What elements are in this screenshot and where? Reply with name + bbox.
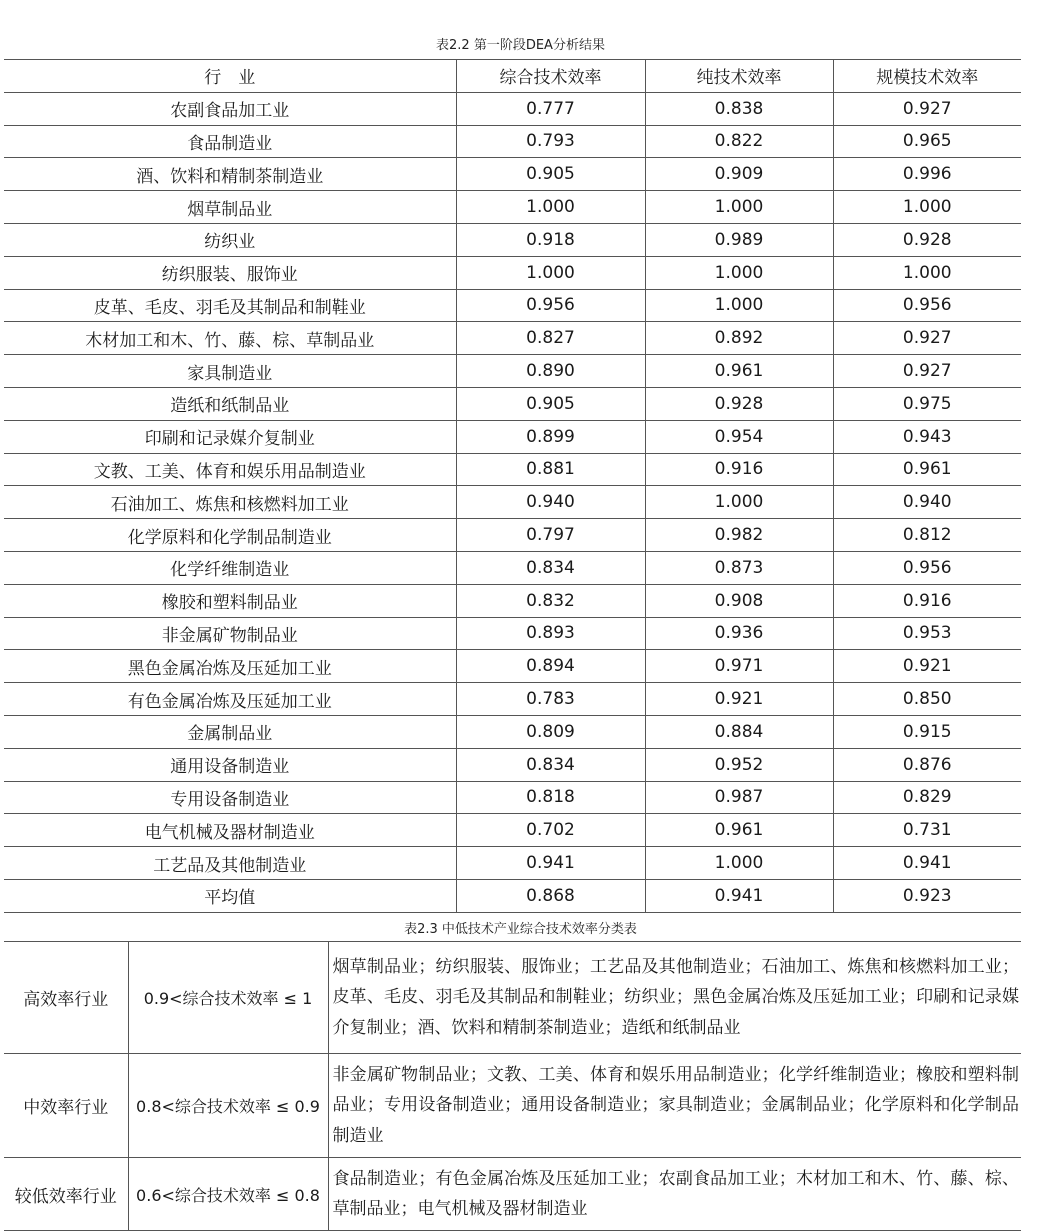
scale-efficiency-cell: 0.812 xyxy=(833,519,1021,552)
table-2-2-caption: 表2.2 第一阶段DEA分析结果 xyxy=(436,38,605,53)
table-row xyxy=(4,519,1021,552)
category-cell: 较低效率行业 xyxy=(4,1158,128,1231)
scale-efficiency-cell: 0.953 xyxy=(833,617,1021,650)
overall-efficiency-cell: 1.000 xyxy=(456,256,645,289)
dea-results-body xyxy=(4,92,1021,912)
pure-technical-efficiency-cell: 1.000 xyxy=(645,486,833,519)
overall-efficiency-cell: 0.793 xyxy=(456,125,645,158)
category-cell: 中效率行业 xyxy=(4,1054,128,1158)
scale-efficiency-cell: 0.975 xyxy=(833,387,1021,420)
table-row xyxy=(4,289,1021,322)
pure-technical-efficiency-cell: 0.936 xyxy=(645,617,833,650)
dea-results-table xyxy=(4,59,1021,913)
scale-efficiency-cell: 0.850 xyxy=(833,683,1021,716)
overall-efficiency-cell: 0.905 xyxy=(456,387,645,420)
industry-cell: 专用设备制造业 xyxy=(4,781,456,814)
overall-efficiency-cell: 0.918 xyxy=(456,223,645,256)
industry-cell: 通用设备制造业 xyxy=(4,748,456,781)
overall-efficiency-cell: 0.881 xyxy=(456,453,645,486)
scale-efficiency-cell: 0.915 xyxy=(833,715,1021,748)
overall-efficiency-cell: 0.868 xyxy=(456,879,645,912)
table-row xyxy=(4,683,1021,716)
pure-technical-efficiency-cell: 1.000 xyxy=(645,289,833,322)
pure-technical-efficiency-cell: 0.941 xyxy=(645,879,833,912)
header-scale-efficiency: 规模技术效率 xyxy=(833,60,1021,93)
industry-cell: 化学纤维制造业 xyxy=(4,551,456,584)
table-row xyxy=(4,650,1021,683)
scale-efficiency-cell: 0.943 xyxy=(833,420,1021,453)
table-header-row xyxy=(4,60,1021,93)
classification-body xyxy=(4,942,1021,1231)
industry-cell: 文教、工美、体育和娱乐用品制造业 xyxy=(4,453,456,486)
overall-efficiency-cell: 0.702 xyxy=(456,814,645,847)
industry-cell: 酒、饮料和精制茶制造业 xyxy=(4,158,456,191)
pure-technical-efficiency-cell: 0.952 xyxy=(645,748,833,781)
scale-efficiency-cell: 0.956 xyxy=(833,551,1021,584)
industry-cell: 纺织业 xyxy=(4,223,456,256)
table-row xyxy=(4,191,1021,224)
header-overall-efficiency: 综合技术效率 xyxy=(456,60,645,93)
overall-efficiency-cell: 0.834 xyxy=(456,748,645,781)
table-row xyxy=(4,355,1021,388)
industry-cell: 纺织服装、服饰业 xyxy=(4,256,456,289)
scale-efficiency-cell: 0.916 xyxy=(833,584,1021,617)
pure-technical-efficiency-cell: 0.954 xyxy=(645,420,833,453)
overall-efficiency-cell: 0.890 xyxy=(456,355,645,388)
range-cell: 0.6<综合技术效率 ≤ 0.8 xyxy=(128,1158,328,1231)
pure-technical-efficiency-cell: 0.971 xyxy=(645,650,833,683)
overall-efficiency-cell: 1.000 xyxy=(456,191,645,224)
overall-efficiency-cell: 0.809 xyxy=(456,715,645,748)
industry-cell: 化学原料和化学制品制造业 xyxy=(4,519,456,552)
table-row xyxy=(4,420,1021,453)
efficiency-classification-table xyxy=(4,941,1021,1231)
scale-efficiency-cell: 0.927 xyxy=(833,322,1021,355)
industry-cell: 平均值 xyxy=(4,879,456,912)
industry-cell: 金属制品业 xyxy=(4,715,456,748)
overall-efficiency-cell: 0.827 xyxy=(456,322,645,355)
industry-cell: 石油加工、炼焦和核燃料加工业 xyxy=(4,486,456,519)
scale-efficiency-cell: 0.923 xyxy=(833,879,1021,912)
category-cell: 高效率行业 xyxy=(4,942,128,1054)
industry-cell: 电气机械及器材制造业 xyxy=(4,814,456,847)
overall-efficiency-cell: 0.905 xyxy=(456,158,645,191)
pure-technical-efficiency-cell: 0.989 xyxy=(645,223,833,256)
table-row xyxy=(4,125,1021,158)
scale-efficiency-cell: 0.876 xyxy=(833,748,1021,781)
table-row xyxy=(4,256,1021,289)
scale-efficiency-cell: 0.927 xyxy=(833,355,1021,388)
pure-technical-efficiency-cell: 0.884 xyxy=(645,715,833,748)
industry-cell: 黑色金属冶炼及压延加工业 xyxy=(4,650,456,683)
pure-technical-efficiency-cell: 0.892 xyxy=(645,322,833,355)
pure-technical-efficiency-cell: 0.908 xyxy=(645,584,833,617)
classification-row xyxy=(4,1054,1021,1158)
overall-efficiency-cell: 0.783 xyxy=(456,683,645,716)
pure-technical-efficiency-cell: 1.000 xyxy=(645,256,833,289)
table-row xyxy=(4,551,1021,584)
table-row xyxy=(4,223,1021,256)
scale-efficiency-cell: 0.829 xyxy=(833,781,1021,814)
table-2-3-caption: 表2.3 中低技术产业综合技术效率分类表 xyxy=(404,922,637,937)
overall-efficiency-cell: 0.797 xyxy=(456,519,645,552)
classification-row xyxy=(4,1158,1021,1231)
pure-technical-efficiency-cell: 0.982 xyxy=(645,519,833,552)
industry-cell: 工艺品及其他制造业 xyxy=(4,847,456,880)
scale-efficiency-cell: 1.000 xyxy=(833,191,1021,224)
table-row xyxy=(4,847,1021,880)
industry-cell: 造纸和纸制品业 xyxy=(4,387,456,420)
overall-efficiency-cell: 0.899 xyxy=(456,420,645,453)
industry-list-cell: 食品制造业；有色金属冶炼及压延加工业；农副食品加工业；木材加工和木、竹、藤、棕、草制品业；电气机械及器材制造业 xyxy=(328,1158,1021,1231)
table-row xyxy=(4,92,1021,125)
industry-cell: 皮革、毛皮、羽毛及其制品和制鞋业 xyxy=(4,289,456,322)
overall-efficiency-cell: 0.940 xyxy=(456,486,645,519)
scale-efficiency-cell: 0.927 xyxy=(833,92,1021,125)
scale-efficiency-cell: 0.996 xyxy=(833,158,1021,191)
range-cell: 0.9<综合技术效率 ≤ 1 xyxy=(128,942,328,1054)
pure-technical-efficiency-cell: 0.873 xyxy=(645,551,833,584)
pure-technical-efficiency-cell: 0.921 xyxy=(645,683,833,716)
industry-cell: 印刷和记录媒介复制业 xyxy=(4,420,456,453)
pure-technical-efficiency-cell: 0.909 xyxy=(645,158,833,191)
overall-efficiency-cell: 0.834 xyxy=(456,551,645,584)
range-cell: 0.8<综合技术效率 ≤ 0.9 xyxy=(128,1054,328,1158)
industry-cell: 有色金属冶炼及压延加工业 xyxy=(4,683,456,716)
header-industry: 行 业 xyxy=(4,60,456,93)
pure-technical-efficiency-cell: 0.822 xyxy=(645,125,833,158)
table-row xyxy=(4,387,1021,420)
table-row xyxy=(4,158,1021,191)
pure-technical-efficiency-cell: 0.961 xyxy=(645,814,833,847)
overall-efficiency-cell: 0.956 xyxy=(456,289,645,322)
table-row xyxy=(4,748,1021,781)
table-row xyxy=(4,322,1021,355)
table-row xyxy=(4,617,1021,650)
industry-cell: 农副食品加工业 xyxy=(4,92,456,125)
pure-technical-efficiency-cell: 0.916 xyxy=(645,453,833,486)
overall-efficiency-cell: 0.777 xyxy=(456,92,645,125)
pure-technical-efficiency-cell: 1.000 xyxy=(645,191,833,224)
industry-cell: 家具制造业 xyxy=(4,355,456,388)
scale-efficiency-cell: 0.965 xyxy=(833,125,1021,158)
header-pure-technical-efficiency: 纯技术效率 xyxy=(645,60,833,93)
scale-efficiency-cell: 0.956 xyxy=(833,289,1021,322)
industry-cell: 烟草制品业 xyxy=(4,191,456,224)
overall-efficiency-cell: 0.832 xyxy=(456,584,645,617)
table-row xyxy=(4,814,1021,847)
overall-efficiency-cell: 0.818 xyxy=(456,781,645,814)
pure-technical-efficiency-cell: 0.987 xyxy=(645,781,833,814)
pure-technical-efficiency-cell: 0.928 xyxy=(645,387,833,420)
table-row xyxy=(4,453,1021,486)
scale-efficiency-cell: 0.940 xyxy=(833,486,1021,519)
industry-cell: 橡胶和塑料制品业 xyxy=(4,584,456,617)
industry-list-cell: 烟草制品业；纺织服装、服饰业；工艺品及其他制造业；石油加工、炼焦和核燃料加工业；皮革、毛皮、羽毛及其制品和制鞋业；纺织业；黑色金属冶炼及压延加工业；印刷和记录媒介复制业；酒、饮料和精制茶制造业；造纸和纸制品业 xyxy=(328,942,1021,1054)
scale-efficiency-cell: 0.961 xyxy=(833,453,1021,486)
industry-cell: 非金属矿物制品业 xyxy=(4,617,456,650)
scale-efficiency-cell: 1.000 xyxy=(833,256,1021,289)
scale-efficiency-cell: 0.921 xyxy=(833,650,1021,683)
table-row xyxy=(4,715,1021,748)
table-row xyxy=(4,486,1021,519)
scale-efficiency-cell: 0.731 xyxy=(833,814,1021,847)
classification-row xyxy=(4,942,1021,1054)
pure-technical-efficiency-cell: 0.961 xyxy=(645,355,833,388)
pure-technical-efficiency-cell: 0.838 xyxy=(645,92,833,125)
table-row xyxy=(4,879,1021,912)
table-row xyxy=(4,584,1021,617)
scale-efficiency-cell: 0.928 xyxy=(833,223,1021,256)
overall-efficiency-cell: 0.893 xyxy=(456,617,645,650)
industry-list-cell: 非金属矿物制品业；文教、工美、体育和娱乐用品制造业；化学纤维制造业；橡胶和塑料制品业；专用设备制造业；通用设备制造业；家具制造业；金属制品业；化学原料和化学制品制造业 xyxy=(328,1054,1021,1158)
overall-efficiency-cell: 0.894 xyxy=(456,650,645,683)
scale-efficiency-cell: 0.941 xyxy=(833,847,1021,880)
industry-cell: 木材加工和木、竹、藤、棕、草制品业 xyxy=(4,322,456,355)
industry-cell: 食品制造业 xyxy=(4,125,456,158)
overall-efficiency-cell: 0.941 xyxy=(456,847,645,880)
table-row xyxy=(4,781,1021,814)
pure-technical-efficiency-cell: 1.000 xyxy=(645,847,833,880)
